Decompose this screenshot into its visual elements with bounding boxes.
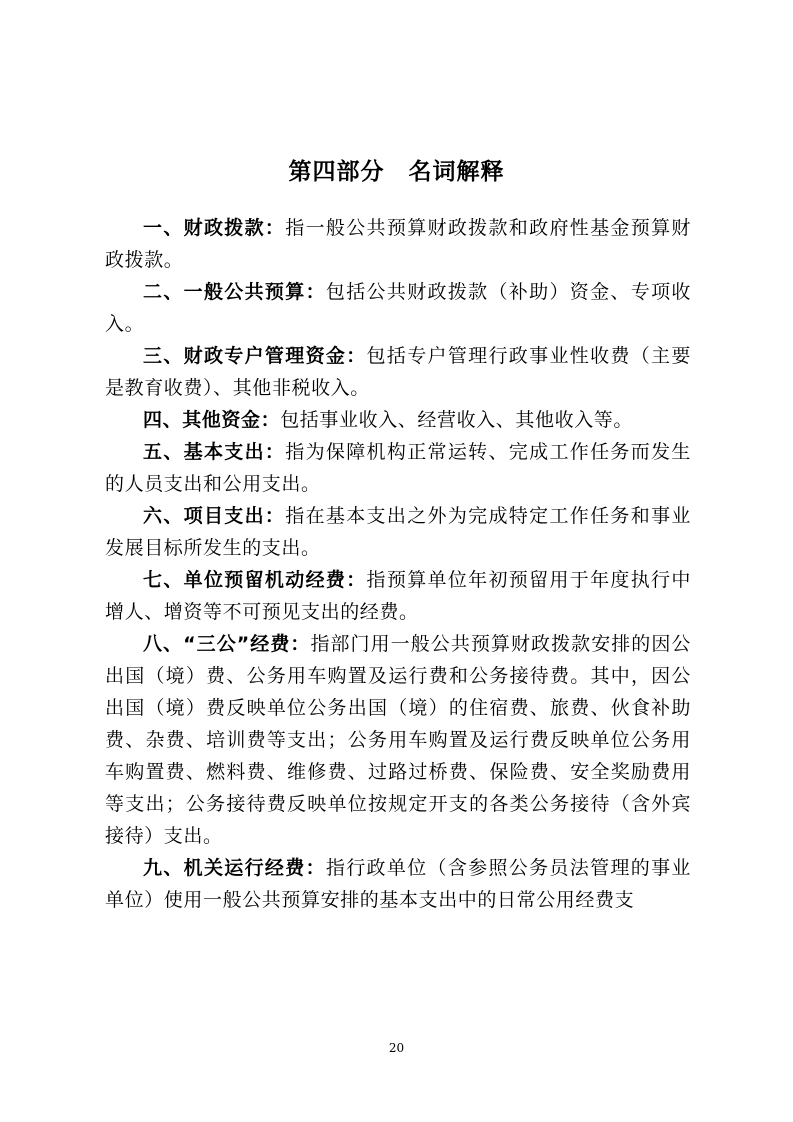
definitions-list xyxy=(105,212,691,916)
definition-term: 七、单位预留机动经费： xyxy=(143,569,367,591)
page-title: 第四部分 名词解释 xyxy=(288,158,505,185)
definition-term: 六、项目支出： xyxy=(143,505,286,527)
definition-text: 包括专户管理行政事业性收费（主要是教育收费）、其他非税收入。 xyxy=(105,345,691,399)
definition-text: 指为保障机构正常运转、完成工作任务而发生的人员支出和公用支出。 xyxy=(105,441,691,495)
definition-term: 四、其他资金： xyxy=(143,409,281,431)
definition-item xyxy=(105,628,691,852)
definition-term: 三、财政专户管理资金： xyxy=(143,345,367,367)
definition-item xyxy=(105,852,691,916)
definition-text: 包括公共财政拨款（补助）资金、专项收入。 xyxy=(105,281,691,335)
definition-item xyxy=(105,276,691,340)
definition-term: 五、基本支出： xyxy=(143,441,286,463)
definition-term: 八、“三公”经费： xyxy=(143,633,311,655)
definition-term: 九、机关运行经费： xyxy=(143,857,326,879)
definition-term: 二、一般公共预算： xyxy=(143,281,326,303)
definition-item xyxy=(105,404,691,436)
definition-text: 指行政单位（含参照公务员法管理的事业单位）使用一般公共预算安排的基本支出中的日常公用经费支 xyxy=(105,857,691,911)
definition-text: 包括事业收入、经营收入、其他收入等。 xyxy=(280,409,634,431)
definition-text: 指一般公共预算财政拨款和政府性基金预算财政拨款。 xyxy=(105,217,691,271)
definition-item xyxy=(105,500,691,564)
definition-text: 指在基本支出之外为完成特定工作任务和事业发展目标所发生的支出。 xyxy=(105,505,691,559)
definition-item xyxy=(105,212,691,276)
definition-item xyxy=(105,564,691,628)
definition-text: 指预算单位年初预留用于年度执行中增人、增资等不可预见支出的经费。 xyxy=(105,569,691,623)
page-number: 20 xyxy=(388,1041,405,1055)
definition-item xyxy=(105,340,691,404)
definition-text: 指部门用一般公共预算财政拨款安排的因公出国（境）费、公务用车购置及运行费和公务接待费。其中，因公出国（境）费反映单位公务出国（境）的住宿费、旅费、伙食补助费、杂费、培训费等支出；公务用车购置及运行费反映单位公务用车购置费、燃料费、维修费、过路过桥费、保险费、安全奖励费用等支出；公务接待费反映单位按规定开支的各类公务接待（含外宾接待）支出。 xyxy=(105,633,691,847)
definition-term: 一、财政拨款： xyxy=(143,217,286,239)
definition-item xyxy=(105,436,691,500)
